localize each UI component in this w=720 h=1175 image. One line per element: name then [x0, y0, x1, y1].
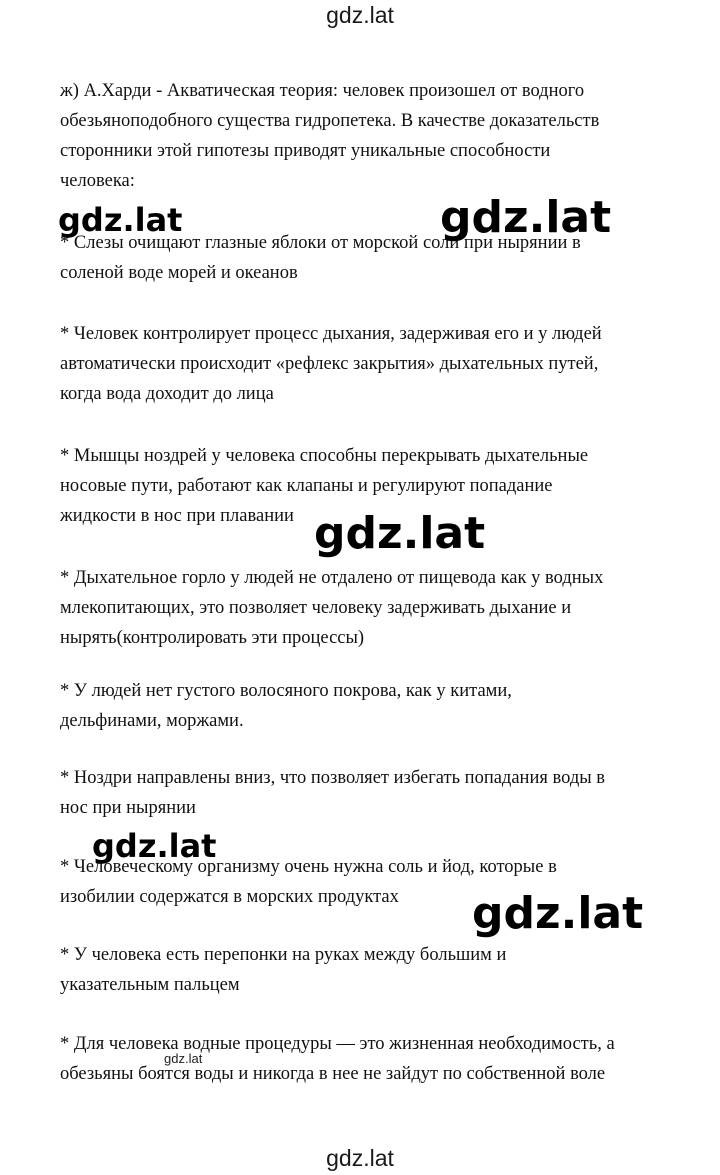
- watermark: gdz.lat: [314, 508, 486, 559]
- text-line: млекопитающих, это позволяет человеку задерживать дыхание и: [60, 598, 572, 618]
- text-line: соленой воде морей и океанов: [60, 263, 298, 283]
- text-line: * У людей нет густого волосяного покрова, как у китами,: [60, 681, 512, 701]
- text-line: * Для человека водные процедуры — это жизненная необходимость, а: [60, 1034, 615, 1054]
- text-line: изобилии содержатся в морских продуктах: [60, 887, 399, 907]
- text-line: * Слезы очищают глазные яблоки от морской соли при нырянии в: [60, 233, 581, 253]
- text-line: обезьяноподобного существа гидропетека. В качестве доказательств: [60, 111, 600, 131]
- text-line: нос при нырянии: [60, 798, 196, 818]
- text-line: указательным пальцем: [60, 975, 240, 995]
- watermark: gdz.lat: [92, 827, 217, 865]
- text-line: автоматически происходит «рефлекс закрытия» дыхательных путей,: [60, 354, 599, 374]
- text-line: человека:: [60, 171, 135, 191]
- text-line: нырять(контролировать эти процессы): [60, 628, 365, 648]
- text-line: носовые пути, работают как клапаны и регулируют попадание: [60, 476, 553, 496]
- text-line: дельфинами, моржами.: [60, 711, 244, 731]
- watermark: gdz.lat: [164, 1051, 203, 1066]
- text-line: * Человек контролирует процесс дыхания, задерживая его и у людей: [60, 324, 602, 344]
- text-line: сторонники этой гипотезы приводят уникальные способности: [60, 141, 551, 161]
- text-line: * Мышцы ноздрей у человека способны перекрывать дыхательные: [60, 446, 589, 466]
- text-line: * Дыхательное горло у людей не отдалено от пищевода как у водных: [60, 568, 604, 588]
- text-line: обезьяны боятся воды и никогда в нее не зайдут по собственной воле: [60, 1064, 606, 1084]
- header-site-name: gdz.lat: [326, 2, 394, 28]
- text-line: * У человека есть перепонки на руках между большим и: [60, 945, 507, 965]
- text-line: * Человеческому организму очень нужна соль и йод, которые в: [60, 857, 557, 877]
- watermark: gdz.lat: [472, 888, 644, 939]
- text-line: жидкости в нос при плавании: [60, 506, 294, 526]
- footer-site-name: gdz.lat: [326, 1145, 394, 1171]
- watermark: gdz.lat: [58, 201, 183, 239]
- text-line: * Ноздри направлены вниз, что позволяет избегать попадания воды в: [60, 768, 606, 788]
- text-line: ж) А.Харди - Акватическая теория: человек произошел от водного: [60, 81, 585, 101]
- watermark: gdz.lat: [440, 192, 612, 243]
- text-line: когда вода доходит до лица: [60, 384, 274, 404]
